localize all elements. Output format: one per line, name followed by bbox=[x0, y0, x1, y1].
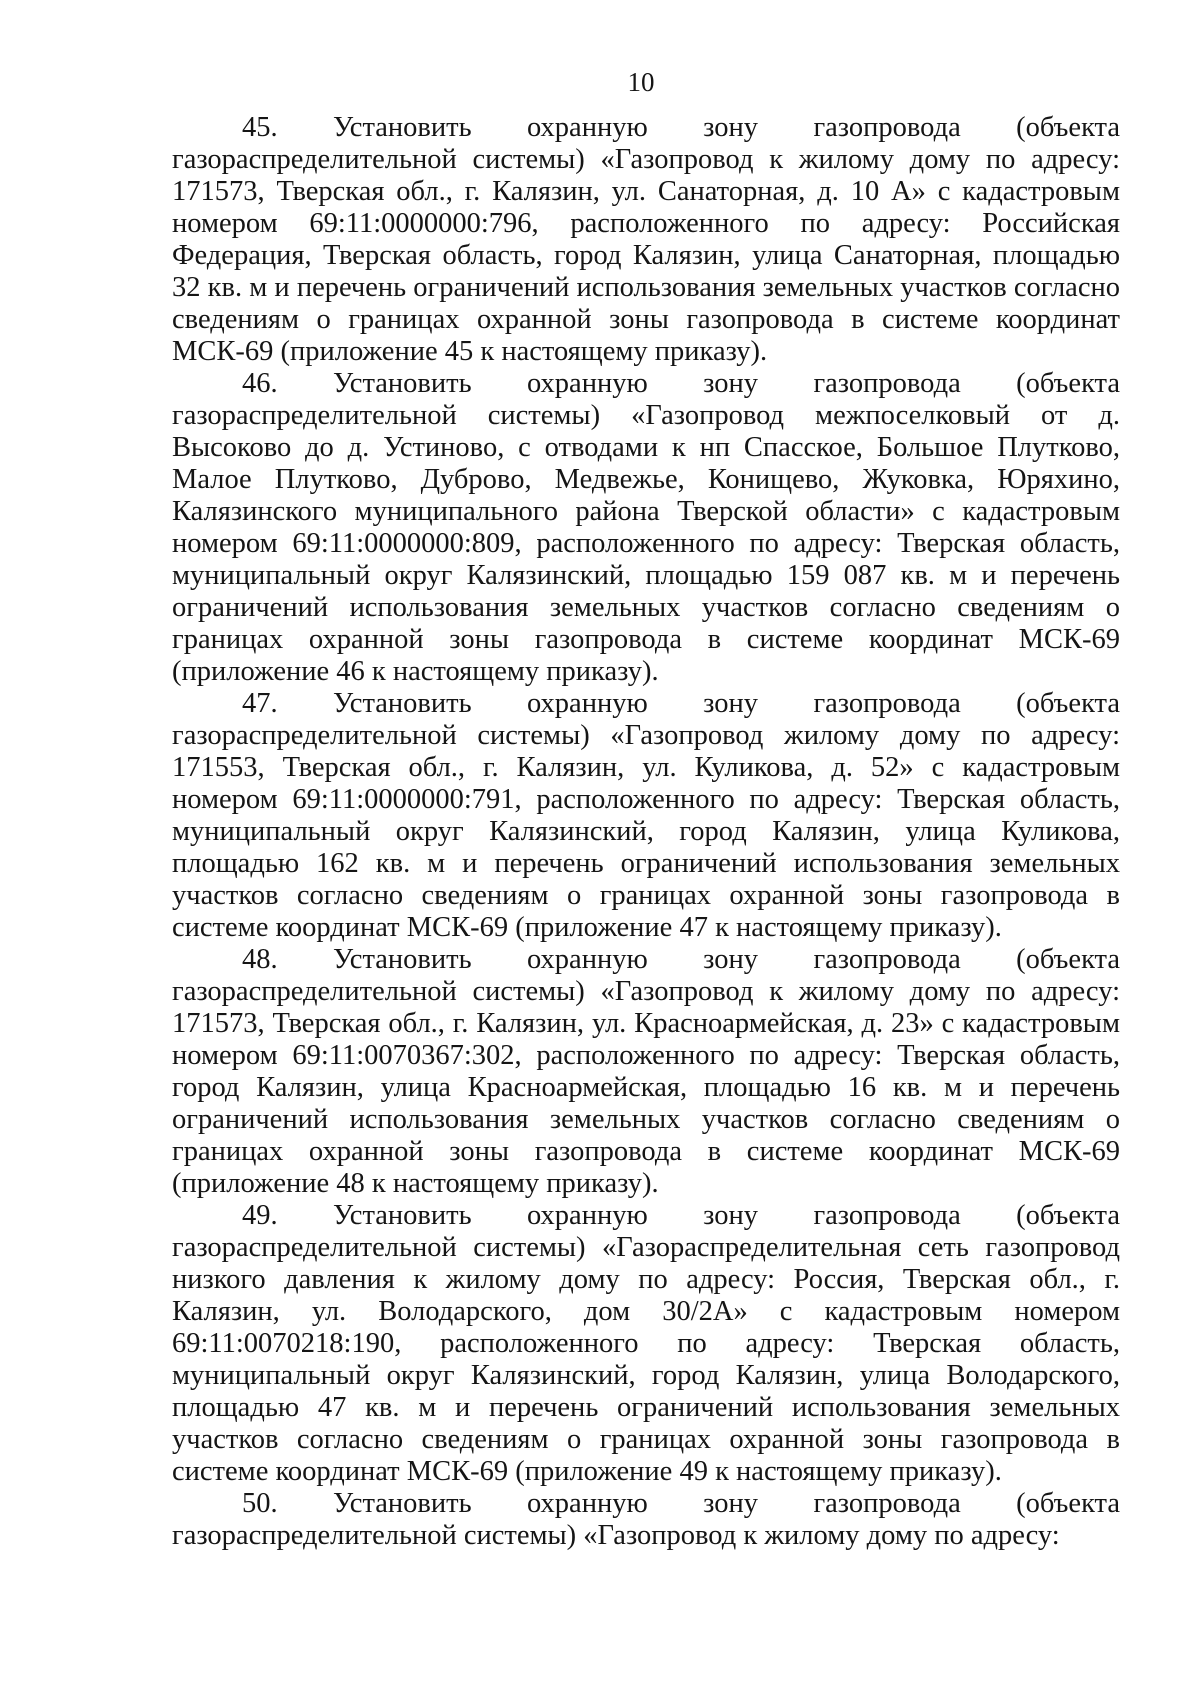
paragraph-49: 49. Установить охранную зону газопровода (объекта газораспределительной системы) «Газораспределительная сеть газопровод низкого давления к жилому дому по адресу: Россия, Тверская обл., г. Калязин, ул. Володарского, дом 30/2А» с кадастровым номером 69:11:0070218:190, расположенного по адресу: Тверская область, муниципальный округ Калязинский, город Калязин, улица Володарского, площадью 47 кв. м и перечень ограничений использования земельных участков согласно сведениям о границах охранной зоны газопровода в системе координат МСК-69 (приложение 49 к настоящему приказу). bbox=[172, 1200, 1120, 1487]
paragraph-47: 47. Установить охранную зону газопровода (объекта газораспределительной системы) «Газопровод жилому дому по адресу: 171553, Тверская обл., г. Калязин, ул. Куликова, д. 52» с кадастровым номером 69:11:0000000:791, расположенного по адресу: Тверская область, муниципальный округ Калязинский, город Калязин, улица Куликова, площадью 162 кв. м и перечень ограничений использования земельных участков согласно сведениям о границах охранной зоны газопровода в системе координат МСК-69 (приложение 47 к настоящему приказу). bbox=[172, 688, 1120, 943]
document-body bbox=[172, 112, 1120, 1552]
paragraph-46: 46. Установить охранную зону газопровода (объекта газораспределительной системы) «Газопровод межпоселковый от д. Высоково до д. Устиново, с отводами к нп Спасское, Большое Плутково, Малое Плутково, Дуброво, Медвежье, Конищево, Жуковка, Юряхино, Калязинского муниципального района Тверской области» с кадастровым номером 69:11:0000000:809, расположенного по адресу: Тверская область, муниципальный округ Калязинский, площадью 159 087 кв. м и перечень ограничений использования земельных участков согласно сведениям о границах охранной зоны газопровода в системе координат МСК-69 (приложение 46 к настоящему приказу). bbox=[172, 368, 1120, 687]
paragraph-45: 45. Установить охранную зону газопровода (объекта газораспределительной системы) «Газопровод к жилому дому по адресу: 171573, Тверская обл., г. Калязин, ул. Санаторная, д. 10 А» с кадастровым номером 69:11:0000000:796, расположенного по адресу: Российская Федерация, Тверская область, город Калязин, улица Санаторная, площадью 32 кв. м и перечень ограничений использования земельных участков согласно сведениям о границах охранной зоны газопровода в системе координат МСК-69 (приложение 45 к настоящему приказу). bbox=[172, 112, 1120, 367]
page-number: 10 bbox=[627, 67, 655, 97]
paragraph-48: 48. Установить охранную зону газопровода (объекта газораспределительной системы) «Газопровод к жилому дому по адресу: 171573, Тверская обл., г. Калязин, ул. Красноармейская, д. 23» с кадастровым номером 69:11:0070367:302, расположенного по адресу: Тверская область, город Калязин, улица Красноармейская, площадью 16 кв. м и перечень ограничений использования земельных участков согласно сведениям о границах охранной зоны газопровода в системе координат МСК-69 (приложение 48 к настоящему приказу). bbox=[172, 944, 1120, 1199]
paragraph-50: 50. Установить охранную зону газопровода (объекта газораспределительной системы) «Газопровод к жилому дому по адресу: bbox=[172, 1488, 1120, 1551]
